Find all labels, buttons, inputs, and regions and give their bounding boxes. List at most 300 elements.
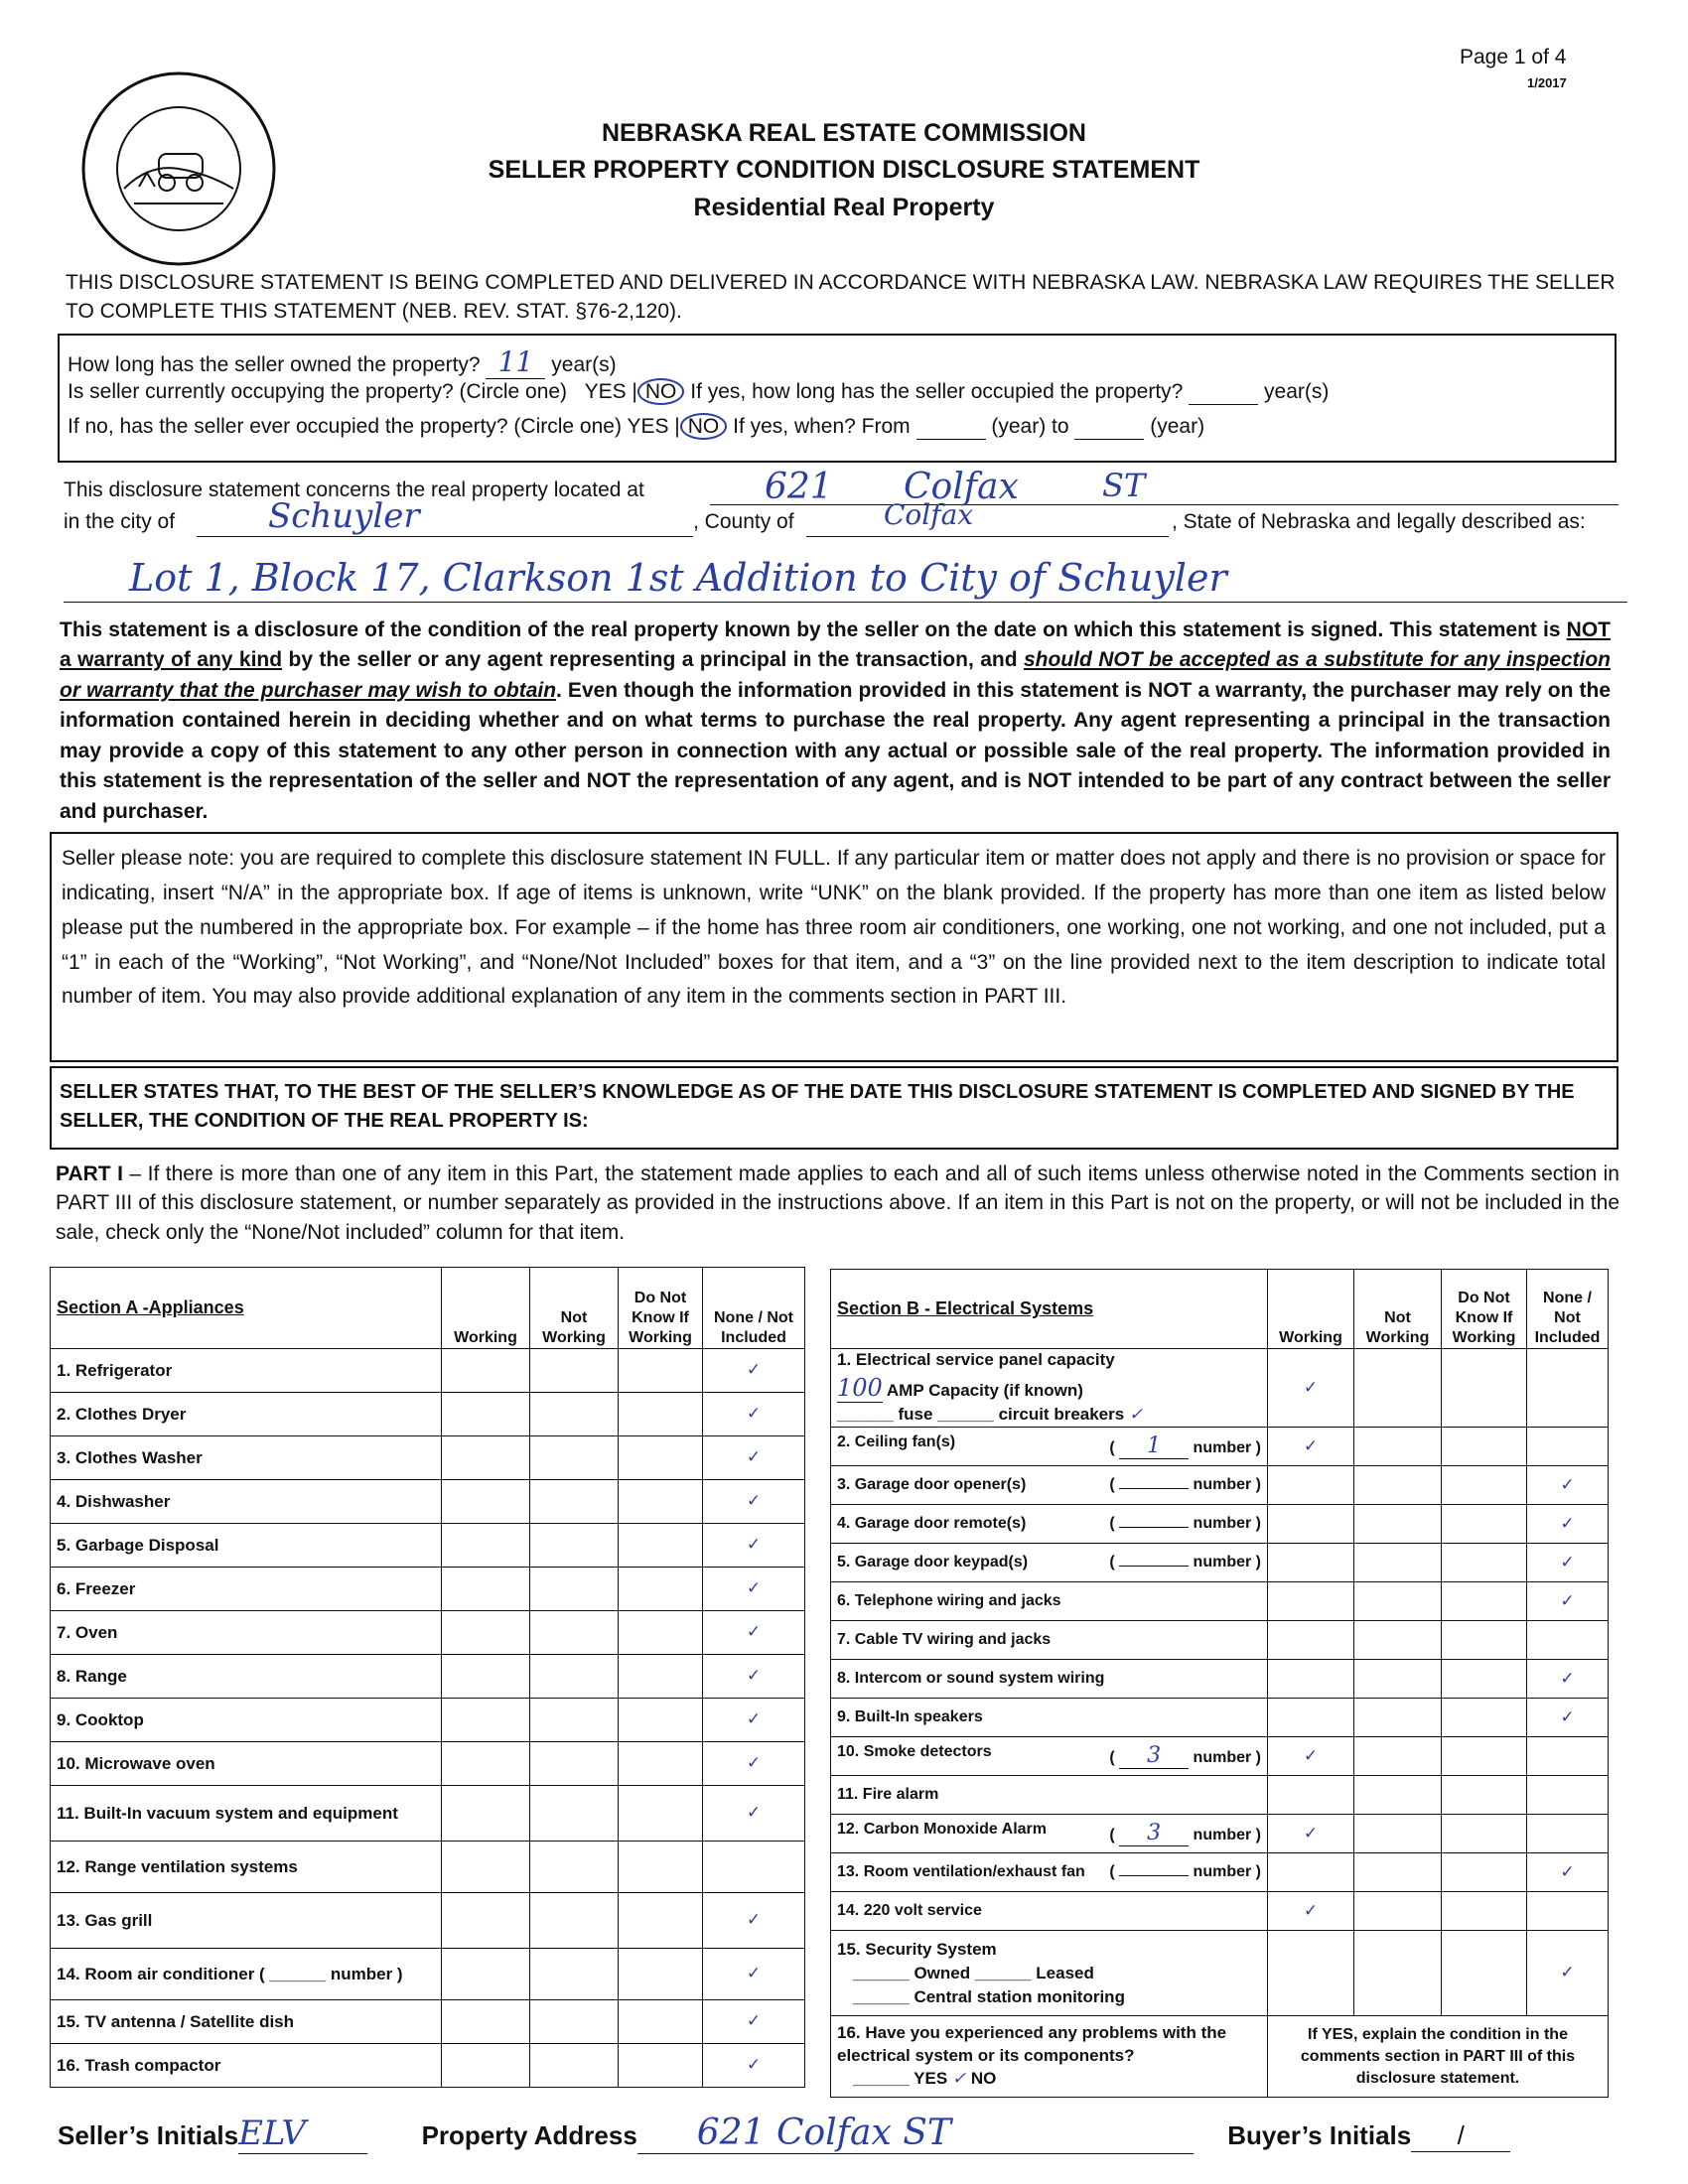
item-label: 5. Garage door keypad(s) bbox=[837, 1554, 1029, 1571]
item-count-field[interactable] bbox=[1119, 1488, 1189, 1489]
q2-unit: year(s) bbox=[1264, 380, 1330, 403]
col-not-working: Not Working bbox=[530, 1268, 619, 1349]
col-none: None / Not Included bbox=[703, 1268, 805, 1349]
working-check[interactable]: ✓ bbox=[1268, 1892, 1354, 1931]
q3-no-option-circled[interactable]: NO bbox=[680, 413, 728, 440]
q2-no-option-circled[interactable]: NO bbox=[637, 378, 685, 405]
working-check[interactable] bbox=[1268, 1466, 1354, 1505]
number-label: number ) bbox=[1193, 1827, 1261, 1844]
b15-not-working[interactable] bbox=[1354, 1931, 1442, 2016]
number-label: number ) bbox=[1193, 1554, 1261, 1571]
none-check[interactable]: ✓ bbox=[703, 1655, 805, 1699]
commission-seal bbox=[79, 69, 278, 268]
b15-none-check[interactable]: ✓ bbox=[1527, 1931, 1609, 2016]
q3-year-end: (year) bbox=[1150, 415, 1205, 438]
none-check[interactable] bbox=[1527, 1428, 1609, 1466]
working-check[interactable] bbox=[1268, 1621, 1354, 1660]
working-check[interactable] bbox=[1268, 1853, 1354, 1892]
not-working-cell[interactable] bbox=[530, 1893, 619, 1949]
not-working-cell[interactable] bbox=[530, 1568, 619, 1611]
working-check[interactable]: ✓ bbox=[1268, 1428, 1354, 1466]
none-check[interactable]: ✓ bbox=[1527, 1660, 1609, 1699]
dnk-cell[interactable] bbox=[619, 2044, 703, 2088]
b15-central: ______ Central station monitoring bbox=[853, 1986, 1125, 2006]
not-working-cell[interactable] bbox=[1354, 1466, 1442, 1505]
working-cell[interactable] bbox=[442, 1393, 530, 1436]
table-row bbox=[831, 1428, 1609, 1466]
table-row bbox=[51, 1655, 805, 1699]
b16-label: 16. Have you experienced any problems with the electrical system or its components? bbox=[837, 2023, 1227, 2066]
dnk-cell[interactable] bbox=[619, 1786, 703, 1842]
item-label: 9. Built-In speakers bbox=[837, 1708, 983, 1726]
item-cell bbox=[831, 1776, 1268, 1815]
q1-label: How long has the seller owned the property? bbox=[68, 353, 481, 376]
item-cell: 5. Garage door keypad(s) ( number ) bbox=[831, 1544, 1268, 1582]
legal-description-field[interactable] bbox=[64, 602, 1627, 603]
dnk-cell[interactable] bbox=[619, 1480, 703, 1524]
item-label: 11. Fire alarm bbox=[837, 1786, 939, 1804]
dnk-cell[interactable] bbox=[619, 1393, 703, 1436]
none-check[interactable]: ✓ bbox=[703, 2000, 805, 2044]
city-field[interactable] bbox=[197, 536, 693, 537]
seller-states: SELLER STATES THAT, TO THE BEST OF THE SELLER’S KNOWLEDGE AS OF THE DATE THIS DISCLOSURE STATEMENT IS COMPLETED AND SIGNED BY THE SELLER, THE CONDITION OF THE REAL PROPERTY IS: bbox=[60, 1081, 1575, 1132]
dnk-cell[interactable] bbox=[1442, 1776, 1527, 1815]
property-address-label: Property Address bbox=[421, 2120, 637, 2150]
not-working-cell[interactable] bbox=[530, 1349, 619, 1393]
working-check[interactable] bbox=[1268, 1776, 1354, 1815]
b1-amp-value[interactable]: 100 bbox=[837, 1373, 883, 1402]
item-label: 11. Built-In vacuum system and equipment bbox=[51, 1786, 442, 1842]
col-working: Working bbox=[442, 1268, 530, 1349]
county-label: , County of bbox=[693, 510, 794, 533]
not-working-cell[interactable] bbox=[1354, 1428, 1442, 1466]
not-working-cell[interactable] bbox=[530, 1393, 619, 1436]
seller-note: Seller please note: you are required to complete this disclosure statement IN FULL. If any particular item or matter does not apply and there is no provision or space for indicating, insert “N/A” in the appropriate box. If age of items is unknown, write “UNK” on the blank provided. If the property has more than one item as listed below please put the numbered in the appropriate box. For example – if the home has three room air conditioners, one working, one not working, and one not included, put a “1” in each of the “Working”, “Not Working”, and “None/Not Included” boxes for that item, and a “3” on the line provided next to the item description to indicate total number of item. You may also provide additional explanation of any item in the comments section in PART III. bbox=[62, 847, 1606, 1009]
none-check[interactable]: ✓ bbox=[1527, 1699, 1609, 1737]
not-working-cell[interactable] bbox=[530, 1949, 619, 2000]
none-check[interactable] bbox=[1527, 1776, 1609, 1815]
table-row bbox=[831, 2016, 1609, 2098]
dnk-cell[interactable] bbox=[619, 1349, 703, 1393]
item-label: 2. Clothes Dryer bbox=[51, 1393, 442, 1436]
item-label: 13. Gas grill bbox=[51, 1893, 442, 1949]
not-working-cell[interactable] bbox=[530, 1655, 619, 1699]
section-b-table bbox=[830, 1269, 1609, 2098]
number-label: number ) bbox=[1193, 1863, 1261, 1881]
part1-text bbox=[56, 1160, 1619, 1247]
table-row bbox=[831, 1660, 1609, 1699]
working-cell[interactable] bbox=[442, 1480, 530, 1524]
working-cell[interactable] bbox=[442, 2000, 530, 2044]
item-count-field[interactable]: 3 bbox=[1119, 1821, 1189, 1846]
b15-cell bbox=[831, 1931, 1268, 2016]
dnk-cell[interactable] bbox=[1442, 1660, 1527, 1699]
col-none-b: None / Not Included bbox=[1527, 1270, 1609, 1349]
item-label: 2. Ceiling fan(s) bbox=[837, 1433, 956, 1451]
b16-no: NO bbox=[970, 2069, 997, 2089]
not-working-cell[interactable] bbox=[1354, 1544, 1442, 1582]
item-label: 3. Garage door opener(s) bbox=[837, 1476, 1027, 1494]
working-check[interactable] bbox=[1268, 1505, 1354, 1544]
table-row bbox=[51, 2000, 805, 2044]
table-row bbox=[51, 1699, 805, 1742]
item-label: 12. Range ventilation systems bbox=[51, 1842, 442, 1893]
item-cell: 12. Carbon Monoxide Alarm ( 3 number ) bbox=[831, 1815, 1268, 1853]
working-check[interactable]: ✓ bbox=[1268, 1815, 1354, 1853]
not-working-cell[interactable] bbox=[1354, 1815, 1442, 1853]
table-row bbox=[831, 1466, 1609, 1505]
q3-follow: If yes, when? From bbox=[733, 415, 911, 438]
number-label: number ) bbox=[1193, 1749, 1261, 1767]
not-working-cell[interactable] bbox=[530, 2000, 619, 2044]
none-check[interactable]: ✓ bbox=[1527, 1505, 1609, 1544]
number-label: number ) bbox=[1193, 1476, 1261, 1494]
not-working-cell[interactable] bbox=[1354, 1699, 1442, 1737]
table-row bbox=[51, 1611, 805, 1655]
header-subtitle: Residential Real Property bbox=[693, 194, 995, 221]
table-row bbox=[51, 1480, 805, 1524]
dnk-cell[interactable] bbox=[1442, 1621, 1527, 1660]
ownership-q1 bbox=[68, 345, 617, 379]
none-check[interactable]: ✓ bbox=[703, 1436, 805, 1480]
working-cell[interactable] bbox=[442, 1786, 530, 1842]
dnk-cell[interactable] bbox=[1442, 1544, 1527, 1582]
item-label: 3. Clothes Washer bbox=[51, 1436, 442, 1480]
b16-note: If YES, explain the condition in the comments section in PART III of this disclosure statement. bbox=[1268, 2016, 1609, 2098]
table-row bbox=[831, 1505, 1609, 1544]
not-working-cell[interactable] bbox=[530, 1480, 619, 1524]
not-working-cell[interactable] bbox=[1354, 1892, 1442, 1931]
table-row bbox=[51, 1393, 805, 1436]
none-check[interactable] bbox=[1527, 1815, 1609, 1853]
none-check[interactable]: ✓ bbox=[703, 2044, 805, 2088]
b1-breaker-check[interactable]: ✓ bbox=[1128, 1405, 1144, 1426]
item-cell bbox=[831, 1699, 1268, 1737]
item-label: 15. TV antenna / Satellite dish bbox=[51, 2000, 442, 2044]
section-a-table bbox=[50, 1267, 805, 2088]
page-number: Page 1 of 4 bbox=[1460, 46, 1567, 68]
disclaimer-text bbox=[60, 615, 1611, 827]
county-field[interactable] bbox=[806, 536, 1169, 537]
b1-not-working[interactable] bbox=[1354, 1349, 1442, 1428]
table-row bbox=[831, 1737, 1609, 1776]
q2-follow: If yes, how long has the seller occupied the property? bbox=[690, 380, 1184, 403]
none-check[interactable]: ✓ bbox=[1527, 1466, 1609, 1505]
disclaimer-part-a: This statement is a disclosure of the condition of the real property known by the seller on the date on which this statement is signed. This statement is bbox=[60, 618, 1567, 641]
dnk-cell[interactable] bbox=[1442, 1505, 1527, 1544]
table-row bbox=[51, 1893, 805, 1949]
table-row bbox=[51, 1742, 805, 1786]
intro-text: THIS DISCLOSURE STATEMENT IS BEING COMPLETED AND DELIVERED IN ACCORDANCE WITH NEBRASKA LAW. NEBRASKA LAW REQUIRES THE SELLER TO COMPLETE THIS STATEMENT (NEB. REV. STAT. §76-2,120). bbox=[66, 271, 1616, 324]
b16-no-check[interactable]: ✓ bbox=[951, 2069, 967, 2090]
dnk-cell[interactable] bbox=[1442, 1699, 1527, 1737]
dnk-cell[interactable] bbox=[619, 1436, 703, 1480]
ownership-q2: Is seller currently occupying the property? (Circle one) YES | NO If yes, how long has the seller occupied the property? year(s) bbox=[68, 380, 1330, 403]
item-label: 4. Garage door remote(s) bbox=[837, 1515, 1027, 1533]
location-label: This disclosure statement concerns the real property located at bbox=[64, 478, 644, 501]
q3-yes-option[interactable]: YES bbox=[627, 415, 669, 438]
not-working-cell[interactable] bbox=[530, 1842, 619, 1893]
address-field[interactable] bbox=[710, 504, 1618, 505]
b1-label: 1. Electrical service panel capacity bbox=[837, 1350, 1115, 1369]
not-working-cell[interactable] bbox=[530, 1611, 619, 1655]
b15-label: 15. Security System bbox=[837, 1940, 997, 1960]
item-cell bbox=[831, 1621, 1268, 1660]
not-working-cell[interactable] bbox=[530, 1786, 619, 1842]
legal-description: Lot 1, Block 17, Clarkson 1st Addition to City of Schuyler bbox=[129, 556, 1227, 600]
dnk-cell[interactable] bbox=[619, 1893, 703, 1949]
working-check[interactable] bbox=[1268, 1544, 1354, 1582]
table-row bbox=[51, 1786, 805, 1842]
not-working-cell[interactable] bbox=[1354, 1853, 1442, 1892]
none-check[interactable]: ✓ bbox=[703, 1524, 805, 1568]
b16-cell bbox=[831, 2016, 1268, 2098]
ownership-q3: If no, has the seller ever occupied the property? (Circle one) YES | NO If yes, when? From (year) to (year) bbox=[68, 415, 1205, 438]
table-row bbox=[831, 1582, 1609, 1621]
item-label: 10. Microwave oven bbox=[51, 1742, 442, 1786]
item-label: 10. Smoke detectors bbox=[837, 1743, 992, 1761]
b16-yes[interactable]: ______ YES bbox=[853, 2069, 948, 2089]
item-label: 14. Room air conditioner ( ______ number ) bbox=[51, 1949, 442, 2000]
item-label: 8. Range bbox=[51, 1655, 442, 1699]
b1-none[interactable] bbox=[1527, 1349, 1609, 1428]
b1-working-check[interactable]: ✓ bbox=[1268, 1349, 1354, 1428]
disclaimer-part-e: . Even though the information provided in this statement is NOT a warranty, the purchaser may rely on the information contained herein in deciding whether and on what terms to purchase the real property. Any agent representing a principal in the transaction may provide a copy of this statement to any other person in connection with any actual or possible sale of the real property. The information provided in this statement is the representation of the seller and NOT the representation of any agent, and is NOT intended to be part of any contract between the seller and purchaser. bbox=[60, 678, 1611, 823]
not-working-cell[interactable] bbox=[1354, 1582, 1442, 1621]
dnk-cell[interactable] bbox=[1442, 1582, 1527, 1621]
item-count-field[interactable] bbox=[1119, 1875, 1189, 1876]
none-check[interactable]: ✓ bbox=[703, 1349, 805, 1393]
col-dnk: Do Not Know If Working bbox=[619, 1268, 703, 1349]
dnk-cell[interactable] bbox=[619, 1699, 703, 1742]
dnk-cell[interactable] bbox=[619, 1742, 703, 1786]
working-cell[interactable] bbox=[442, 1524, 530, 1568]
city-label: in the city of bbox=[64, 510, 176, 533]
item-label: 6. Telephone wiring and jacks bbox=[837, 1592, 1061, 1610]
dnk-cell[interactable] bbox=[619, 1568, 703, 1611]
item-label: 5. Garbage Disposal bbox=[51, 1524, 442, 1568]
dnk-cell[interactable] bbox=[1442, 1892, 1527, 1931]
q2-yes-option[interactable]: YES bbox=[584, 380, 627, 403]
part1-title: PART I bbox=[56, 1162, 123, 1185]
item-label: 13. Room ventilation/exhaust fan bbox=[837, 1863, 1085, 1881]
dnk-cell[interactable] bbox=[619, 2000, 703, 2044]
not-working-cell[interactable] bbox=[1354, 1776, 1442, 1815]
item-label: 1. Refrigerator bbox=[51, 1349, 442, 1393]
working-cell[interactable] bbox=[442, 1699, 530, 1742]
item-cell: 2. Ceiling fan(s) ( 1 number ) bbox=[831, 1428, 1268, 1466]
header-commission: NEBRASKA REAL ESTATE COMMISSION bbox=[602, 119, 1086, 147]
none-check[interactable]: ✓ bbox=[703, 1699, 805, 1742]
table-row bbox=[51, 1949, 805, 2000]
q1-answer: 11 bbox=[497, 345, 534, 378]
revision-date: 1/2017 bbox=[1527, 75, 1567, 90]
working-cell[interactable] bbox=[442, 1436, 530, 1480]
number-label: number ) bbox=[1193, 1439, 1261, 1457]
table-row bbox=[51, 1842, 805, 1893]
none-check[interactable] bbox=[1527, 1621, 1609, 1660]
q3-label: If no, has the seller ever occupied the property? (Circle one) bbox=[68, 415, 622, 438]
address-street: Colfax bbox=[904, 467, 1019, 507]
table-row bbox=[51, 1524, 805, 1568]
none-check[interactable]: ✓ bbox=[703, 1786, 805, 1842]
item-cell: 3. Garage door opener(s) ( number ) bbox=[831, 1466, 1268, 1505]
item-cell: 13. Room ventilation/exhaust fan ( number ) bbox=[831, 1853, 1268, 1892]
item-label: 4. Dishwasher bbox=[51, 1480, 442, 1524]
col-not-working-b: Not Working bbox=[1354, 1270, 1442, 1349]
b1-amp-label: AMP Capacity (if known) bbox=[886, 1380, 1083, 1400]
dnk-cell[interactable] bbox=[619, 1842, 703, 1893]
none-check[interactable]: ✓ bbox=[703, 1568, 805, 1611]
col-dnk-b: Do Not Know If Working bbox=[1442, 1270, 1527, 1349]
city-value: Schuyler bbox=[268, 496, 420, 536]
none-check[interactable]: ✓ bbox=[703, 1393, 805, 1436]
table-row bbox=[831, 1853, 1609, 1892]
footer bbox=[58, 2113, 1626, 2154]
q1-field[interactable] bbox=[486, 345, 545, 379]
not-working-cell[interactable] bbox=[530, 2044, 619, 2088]
part1-body: – If there is more than one of any item in this Part, the statement made applies to each and all of such items unless otherwise noted in the Comments section in PART III of this disclosure statement, or number separately as provided in the instructions above. If an item in this Part is not on the property, or will not be included in the sale, check only the “None/Not included” column for that item. bbox=[56, 1162, 1619, 1244]
working-cell[interactable] bbox=[442, 1742, 530, 1786]
table-row bbox=[831, 1544, 1609, 1582]
disclaimer-part-c: by the seller or any agent representing a principal in the transaction, and bbox=[282, 648, 1024, 672]
item-count-field[interactable]: 1 bbox=[1119, 1433, 1189, 1459]
state-label: , State of Nebraska and legally described as: bbox=[1172, 510, 1586, 533]
working-cell[interactable] bbox=[442, 1349, 530, 1393]
working-check[interactable] bbox=[1268, 1660, 1354, 1699]
none-check[interactable] bbox=[1527, 1892, 1609, 1931]
item-label: 7. Oven bbox=[51, 1611, 442, 1655]
seller-initials-label: Seller’s Initials bbox=[58, 2120, 239, 2150]
county-value: Colfax bbox=[884, 498, 974, 531]
table-row bbox=[51, 1568, 805, 1611]
b1-dnk[interactable] bbox=[1442, 1349, 1527, 1428]
buyer-initials-field[interactable]: / bbox=[1411, 2120, 1510, 2152]
working-cell[interactable] bbox=[442, 1893, 530, 1949]
table-row bbox=[831, 1349, 1609, 1428]
b1-fuse-breakers: ______ fuse ______ circuit breakers bbox=[837, 1405, 1125, 1425]
item-cell: 10. Smoke detectors ( 3 number ) bbox=[831, 1737, 1268, 1776]
table-row bbox=[831, 1815, 1609, 1853]
table-row bbox=[831, 1776, 1609, 1815]
b15-working[interactable] bbox=[1268, 1931, 1354, 2016]
not-working-cell[interactable] bbox=[1354, 1621, 1442, 1660]
none-check[interactable]: ✓ bbox=[703, 1742, 805, 1786]
b15-dnk[interactable] bbox=[1442, 1931, 1527, 2016]
dnk-cell[interactable] bbox=[1442, 1815, 1527, 1853]
none-check[interactable] bbox=[1527, 1737, 1609, 1776]
item-count-field[interactable] bbox=[1119, 1566, 1189, 1567]
dnk-cell[interactable] bbox=[1442, 1466, 1527, 1505]
none-check[interactable]: ✓ bbox=[1527, 1853, 1609, 1892]
item-cell bbox=[831, 1660, 1268, 1699]
disclaimer-not-warranty: NOT a warranty of any kind bbox=[60, 618, 1611, 672]
b15-owned-leased: ______ Owned ______ Leased bbox=[853, 1963, 1094, 1982]
seal-icon bbox=[79, 69, 278, 268]
item-label: 6. Freezer bbox=[51, 1568, 442, 1611]
working-cell[interactable] bbox=[442, 1949, 530, 2000]
dnk-cell[interactable] bbox=[619, 1655, 703, 1699]
q1-unit: year(s) bbox=[551, 353, 617, 376]
item-label: 7. Cable TV wiring and jacks bbox=[837, 1631, 1052, 1649]
dnk-cell[interactable] bbox=[1442, 1428, 1527, 1466]
table-row bbox=[831, 1892, 1609, 1931]
none-check[interactable]: ✓ bbox=[1527, 1582, 1609, 1621]
dnk-cell[interactable] bbox=[619, 1524, 703, 1568]
table-row bbox=[831, 1931, 1609, 2016]
working-cell[interactable] bbox=[442, 1842, 530, 1893]
not-working-cell[interactable] bbox=[1354, 1737, 1442, 1776]
working-check[interactable]: ✓ bbox=[1268, 1737, 1354, 1776]
seller-initials-field[interactable]: ELV bbox=[238, 2114, 367, 2154]
q2-years-field[interactable] bbox=[1189, 380, 1258, 405]
not-working-cell[interactable] bbox=[1354, 1505, 1442, 1544]
q2-label: Is seller currently occupying the property? (Circle one) bbox=[68, 380, 568, 403]
item-label: 9. Cooktop bbox=[51, 1699, 442, 1742]
col-working-b: Working bbox=[1268, 1270, 1354, 1349]
none-check[interactable]: ✓ bbox=[703, 1611, 805, 1655]
item-label: 8. Intercom or sound system wiring bbox=[837, 1670, 1105, 1688]
table-row bbox=[831, 1621, 1609, 1660]
item-cell bbox=[831, 1892, 1268, 1931]
table-row bbox=[831, 1699, 1609, 1737]
address-suffix: ST bbox=[1102, 467, 1146, 504]
property-address-field[interactable]: 621 Colfax ST bbox=[637, 2113, 1194, 2154]
not-working-cell[interactable] bbox=[530, 1524, 619, 1568]
table-row bbox=[51, 1436, 805, 1480]
item-count-field[interactable]: 3 bbox=[1119, 1743, 1189, 1769]
not-working-cell[interactable] bbox=[530, 1699, 619, 1742]
table-row bbox=[51, 1349, 805, 1393]
item-label: 16. Trash compactor bbox=[51, 2044, 442, 2088]
working-cell[interactable] bbox=[442, 1655, 530, 1699]
seal-text-bottom bbox=[79, 69, 89, 70]
none-check[interactable]: ✓ bbox=[703, 1480, 805, 1524]
dnk-cell[interactable] bbox=[619, 1611, 703, 1655]
working-check[interactable] bbox=[1268, 1699, 1354, 1737]
section-a-title: Section A -Appliances bbox=[51, 1268, 442, 1349]
working-check[interactable] bbox=[1268, 1582, 1354, 1621]
item-label: 14. 220 volt service bbox=[837, 1902, 982, 1920]
header-title: SELLER PROPERTY CONDITION DISCLOSURE STATEMENT bbox=[488, 156, 1200, 184]
section-b-title: Section B - Electrical Systems bbox=[831, 1270, 1268, 1349]
dnk-cell[interactable] bbox=[1442, 1853, 1527, 1892]
q3-to-field[interactable] bbox=[1074, 415, 1144, 440]
item-label: 12. Carbon Monoxide Alarm bbox=[837, 1821, 1047, 1839]
working-cell[interactable] bbox=[442, 1611, 530, 1655]
item-cell: 4. Garage door remote(s) ( number ) bbox=[831, 1505, 1268, 1544]
none-check[interactable]: ✓ bbox=[703, 1893, 805, 1949]
working-cell[interactable] bbox=[442, 2044, 530, 2088]
table-row bbox=[51, 2044, 805, 2088]
not-working-cell[interactable] bbox=[530, 1742, 619, 1786]
item-cell bbox=[831, 1582, 1268, 1621]
none-check[interactable]: ✓ bbox=[1527, 1544, 1609, 1582]
b1-cell bbox=[831, 1349, 1268, 1428]
q3-from-field[interactable] bbox=[916, 415, 986, 440]
not-working-cell[interactable] bbox=[1354, 1660, 1442, 1699]
buyer-initials-label: Buyer’s Initials bbox=[1227, 2120, 1412, 2150]
item-count-field[interactable] bbox=[1119, 1527, 1189, 1528]
none-check[interactable] bbox=[703, 1842, 805, 1893]
disclaimer-substitute: should NOT be accepted as a substitute for any inspection or warranty that the purchaser may wish to obtain bbox=[60, 648, 1611, 702]
working-cell[interactable] bbox=[442, 1568, 530, 1611]
dnk-cell[interactable] bbox=[619, 1949, 703, 2000]
address-number: 621 bbox=[765, 467, 833, 507]
not-working-cell[interactable] bbox=[530, 1436, 619, 1480]
none-check[interactable]: ✓ bbox=[703, 1949, 805, 2000]
dnk-cell[interactable] bbox=[1442, 1737, 1527, 1776]
